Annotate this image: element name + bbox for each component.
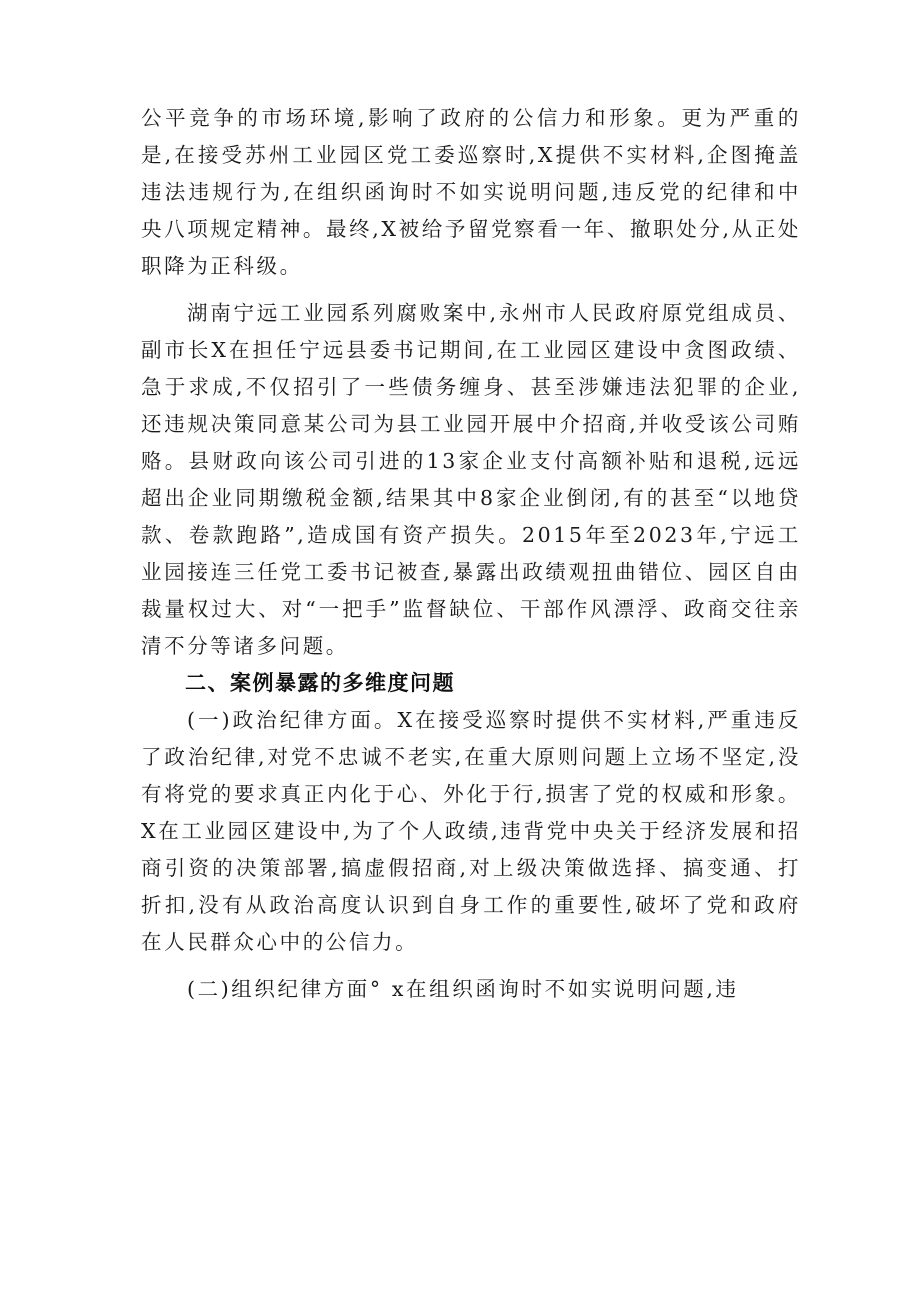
paragraph-political-discipline: (一)政治纪律方面。X在接受巡察时提供不实材料,严重违反了政治纪律,对党不忠诚不老实,在重大原则问题上立场不坚定,没有将党的要求真正内化于心、外化于行,损害了党的权威和形象。X在工业园区建设中,为了个人政绩,违背党中央关于经济发展和招商引资的决策部署,搞虚假招商,对上级决策做选择、搞变通、打折扣,没有从政治高度认识到自身工作的重要性,破坏了党和政府在人民群众心中的公信力。 — [141, 708, 801, 954]
paragraph-gap — [141, 285, 801, 295]
paragraph-ningyuan-case: 湖南宁远工业园系列腐败案中,永州市人民政府原党组成员、副市长X在担任宁远县委书记期间,在工业园区建设中贪图政绩、急于求成,不仅招引了一些债务缠身、甚至涉嫌违法犯罪的企业,还违规决策同意某公司为县工业园开展中介招商,并收受该公司贿赂。县财政向该公司引进的13家企业支付高额补贴和退税,远远超出企业同期缴税金额,结果其中8家企业倒闭,有的甚至“以地贷款、卷款跑路”,造成国有资产损失。2015年至2023年,宁远工业园接连三任党工委书记被查,暴露出政绩观扭曲错位、园区自由裁量权过大、对“一把手”监督缺位、干部作风漂浮、政商交往亲清不分等诸多问题。 — [141, 301, 801, 658]
document-body — [141, 100, 801, 1008]
paragraph-organizational-discipline: (二)组织纪律方面° x在组织函询时不如实说明问题,违 — [187, 977, 739, 1001]
paragraph-gap — [141, 961, 801, 971]
paragraph-continuation: 公平竞争的市场环境,影响了政府的公信力和形象。更为严重的是,在接受苏州工业园区党工委巡察时,X提供不实材料,企图掩盖违法违规行为,在组织函询时不如实说明问题,违反党的纪律和中央八项规定精神。最终,X被给予留党察看一年、撤职处分,从正处职降为正科级。 — [141, 106, 801, 278]
section-heading: 二、案例暴露的多维度问题 — [185, 671, 455, 695]
